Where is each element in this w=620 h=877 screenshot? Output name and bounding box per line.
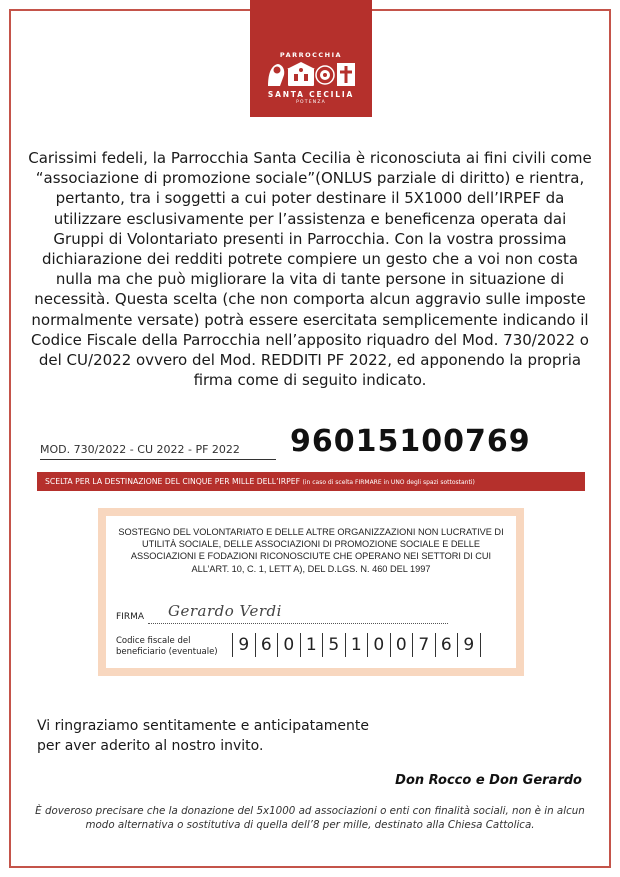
cf-digit: 6: [256, 633, 279, 657]
saint-cecilia-icon: [268, 64, 284, 86]
cf-digit: 0: [368, 633, 391, 657]
cf-digit: 9: [458, 633, 481, 657]
mod-label: MOD. 730/2022 - CU 2022 - PF 2022: [40, 443, 276, 460]
closing-signature: Don Rocco e Don Gerardo: [395, 773, 582, 788]
signature-panel: [98, 508, 524, 676]
cf-digit: 9: [233, 633, 256, 657]
logo-icons: [250, 60, 372, 88]
banner-note-text: (in caso di scelta FIRMARE in UNO degli spazi sottostanti): [302, 479, 475, 486]
cf-digit: 1: [346, 633, 369, 657]
banner-main-text: SCELTA PER LA DESTINAZIONE DEL CINQUE PER MILLE DELL’IRPEF: [45, 477, 301, 486]
cf-digit-boxes[interactable]: [232, 633, 481, 657]
cf-label: Codice fiscale del beneficiario (eventuale): [116, 636, 218, 657]
footnote: È doveroso precisare che la donazione del 5x1000 ad associazioni o enti con finalità sociali, non è in alcun modo alternativa o sostitutiva di quella dell’8 per mille, destinato alla Chiesa Cattolica.: [35, 805, 585, 831]
thanks-block: [37, 716, 437, 756]
cf-digit: 5: [323, 633, 346, 657]
cross-icon: [337, 63, 355, 86]
firma-label: FIRMA: [116, 612, 145, 622]
five-per-mille-banner: [37, 472, 585, 491]
logo-parish-name: SANTA CECILIA: [267, 90, 355, 99]
church-icon: [287, 62, 315, 86]
firma-signature-line[interactable]: [148, 623, 448, 624]
handwritten-signature: Gerardo Verdi: [168, 602, 282, 620]
thanks-line-1: Vi ringraziamo sentitamente e anticipatamente: [37, 718, 369, 734]
cf-digit: 7: [413, 633, 436, 657]
thanks-line-2: per aver aderito al nostro invito.: [37, 738, 264, 754]
cf-digit: 1: [301, 633, 324, 657]
intro-paragraph: Carissimi fedeli, la Parrocchia Santa Cecilia è riconosciuta ai fini civili come “associazione di promozione sociale”(ONLUS parziale di diritto) e rientra, pertanto, tra i soggetti a cui poter destinare il 5X1000 dell’IRPEF da utilizzare esclusivamente per l’assistenza e beneficenza operata dai Gruppi di Volontariato presenti in Parrocchia. Con la vostra prossima dichiarazione dei redditi potrete compiere un gesto che a voi non costa nulla ma che può migliorare la vita di tante persone in situazione di necessità. Questa scelta (che non comporta alcun aggravio sulle imposte normalmente versate) potrà essere esercitata semplicemente indicando il Codice Fiscale della Parrocchia nell’apposito riquadro del Mod. 730/2022 o del CU/2022 ovvero del Mod. REDDITI PF 2022, ed apponendo la propria firma come di seguito indicato.: [28, 149, 592, 390]
fiscal-code-large: 96015100769: [290, 424, 531, 459]
logo-city: POTENZA: [296, 100, 326, 105]
panel-description: SOSTEGNO DEL VOLONTARIATO E DELLE ALTRE ORGANIZZAZIONI NON LUCRATIVE DI UTILITÀ SOCIALE, DELLE ASSOCIAZIONI DI PROMOZIONE SOCIALE E DELLE ASSOCIAZIONI E FODAZIONI RICONOSCIUTE CHE OPERANO NEI SETTORI DI CUI ALL’ART. 10, C. 1, LETT A), DEL D.LGS. N. 460 DEL 1997: [118, 527, 504, 574]
logo-parrocchia-label: PARROCCHIA: [279, 51, 343, 59]
cf-digit: 0: [391, 633, 414, 657]
signature-panel-inner: [106, 516, 516, 668]
cf-digit: 0: [278, 633, 301, 657]
cf-digit: 6: [436, 633, 459, 657]
rose-emblem-icon: [316, 66, 334, 84]
parish-logo: [250, 0, 372, 117]
